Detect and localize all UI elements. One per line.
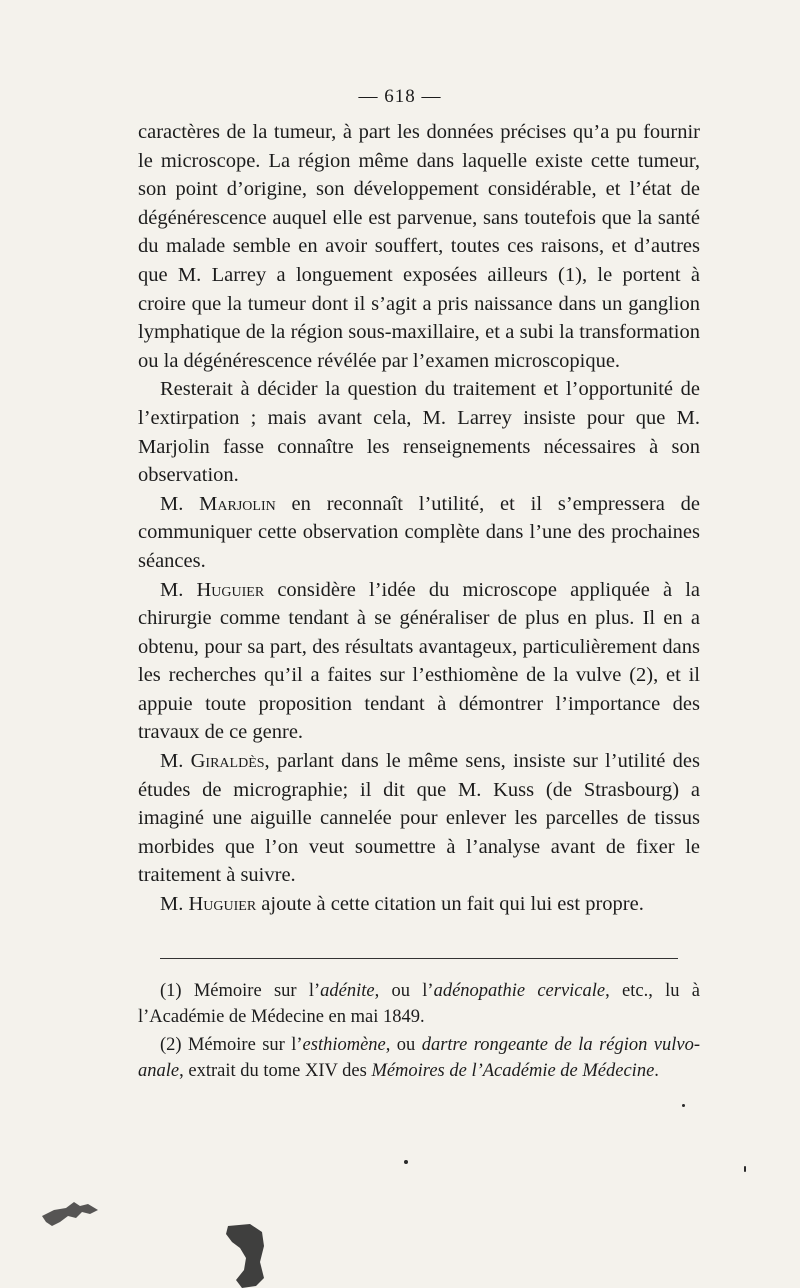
- paragraph-4: [138, 576, 700, 748]
- footnote-2-italic: esthiomène: [302, 1035, 386, 1055]
- footnote-2-text: , ou: [385, 1035, 422, 1055]
- speaker-name-giraldes: Giraldès: [190, 750, 265, 773]
- paragraph-4-text: considère l’idée du microscope appliquée à la chirurgie comme tendant à se généraliser de plus en plus. Il en a obtenu, pour sa part, des résultats avantageux, particulièrement dans les recherches qu’il a faites sur l’esthiomène de la vulve (2), et il appuie toute proposition tendant à démontrer l’importance des travaux de ce genre.: [138, 578, 700, 744]
- speaker-prefix: M.: [160, 492, 200, 515]
- footnote-1-text: , ou l’: [374, 981, 434, 1001]
- footnote-1-text: , etc., lu à l’Académie de Médecine en mai 1849.: [138, 981, 701, 1027]
- scan-speck: [682, 1104, 685, 1107]
- footnote-2-text: .: [654, 1061, 659, 1081]
- paragraph-5: [138, 747, 700, 890]
- paragraph-3: [138, 490, 700, 576]
- footnote-1-text: (1) Mémoire sur l’: [160, 981, 321, 1001]
- footnote-2: [138, 1032, 700, 1084]
- speaker-prefix: M.: [160, 893, 189, 916]
- speaker-prefix: M.: [160, 750, 191, 773]
- scan-smudge: [220, 1222, 272, 1288]
- scan-speck: [404, 1160, 408, 1164]
- footnote-1: [138, 978, 700, 1030]
- scan-speck: [744, 1166, 746, 1172]
- scan-smudge: [40, 1196, 102, 1230]
- paragraph-5-text: , parlant dans le même sens, insiste sur l’utilité des études de micrographie; il dit que M. Kuss (de Strasbourg) a imaginé une aiguille cannelée pour enlever les parcelles de tissus morbides que l’on veut soumettre à l’analyse avant de fixer le traitement à suivre.: [138, 750, 700, 887]
- paragraph-3-text: en reconnaît l’utilité, et il s’empressera de communiquer cette observation complète dans l’une des prochaines séances.: [138, 492, 700, 572]
- paragraph-1: caractères de la tumeur, à part les données précises qu’a pu fournir le microscope. La région même dans laquelle existe cette tumeur, son point d’origine, son développement considérable, et l’état de dégénérescence auquel elle est parvenue, sans toutefois que la santé du malade semble en avoir souffert, toutes ces raisons, et d’autres que M. Larrey a longuement exposées ailleurs (1), le portent à croire que la tumeur dont il s’agit a pris naissance dans un ganglion lymphatique de la région sous-maxillaire, et a subi la transformation ou la dégénérescence révélée par l’examen microscopique.: [138, 121, 700, 372]
- paragraph-2: Resterait à décider la question du traitement et l’opportunité de l’extirpation ; mais avant cela, M. Larrey insiste pour que M. Marjolin fasse connaître les renseignements nécessaires à son observation.: [138, 378, 700, 487]
- footnote-2-italic: Mémoires de l’Académie de Médecine: [371, 1061, 655, 1081]
- page-number: — 618 —: [358, 86, 442, 107]
- footnote-2-italic: dartre rongeante de la région vulvo-anale: [138, 1035, 701, 1081]
- speaker-name-marjolin: Marjolin: [199, 492, 276, 515]
- footnote-2-text: (2) Mémoire sur l’: [160, 1035, 303, 1055]
- footnote-1-italic: adénite: [320, 981, 375, 1001]
- speaker-name-huguier: Huguier: [196, 578, 265, 601]
- footnote-1-italic: adénopathie cervicale: [433, 981, 606, 1001]
- footnotes: [138, 978, 700, 1086]
- paragraph-6-text: ajoute à cette citation un fait qui lui est propre.: [256, 893, 644, 916]
- body-text: [138, 118, 700, 919]
- paragraph-6: [138, 890, 700, 919]
- footnote-2-text: , extrait du tome XIV des: [179, 1061, 372, 1081]
- speaker-name-huguier: Huguier: [188, 893, 257, 916]
- footnote-divider: [160, 958, 678, 959]
- speaker-prefix: M.: [160, 578, 197, 601]
